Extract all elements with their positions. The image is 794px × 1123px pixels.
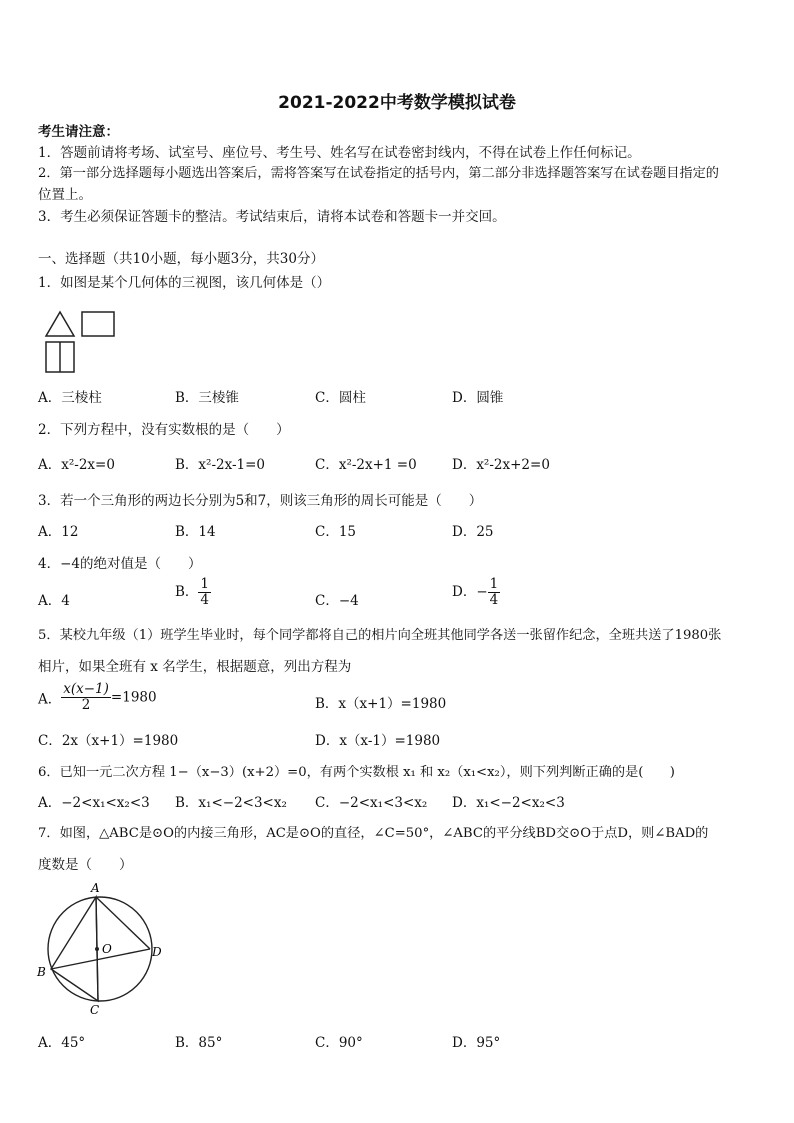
question-6-stem: 6．已知一元二次方程 1−（x−3）(x+2）=0，有两个实数根 x₁ 和 x₂（x₁<x₂），则下列判断正确的是( ) [38, 765, 675, 780]
fraction-numerator: 1 [489, 576, 499, 592]
q6-option-b[interactable]: B．x₁<−2<3<x₂ [175, 795, 287, 811]
front-view-triangle [46, 312, 74, 336]
notice-item-2-cont: 位置上。 [38, 187, 92, 203]
q2-option-a[interactable]: A．x²-2x=0 [38, 457, 115, 473]
label-b: B [37, 965, 46, 979]
q5-option-c[interactable]: C．2x（x+1）=1980 [38, 733, 179, 749]
q4-option-b-fraction [198, 577, 211, 608]
q6-option-a[interactable]: A．−2<x₁<x₂<3 [38, 795, 150, 811]
q7-option-c[interactable]: C．90° [315, 1035, 363, 1051]
question-7-stem-line-1: 7．如图，△ABC是⊙O的内接三角形，AC是⊙O的直径，∠C=50°，∠ABC的平分线BD交⊙O于点D，则∠BAD的 [38, 826, 709, 841]
q3-option-b[interactable]: B．14 [175, 524, 216, 540]
circle-figure [34, 880, 174, 1020]
q5-option-a-prefix: A． [38, 691, 62, 708]
question-2-stem: 2．下列方程中，没有实数根的是（ ） [38, 422, 290, 438]
q4-option-b[interactable] [175, 577, 211, 608]
q4-option-d-fraction [488, 577, 501, 608]
fraction-denominator: 4 [200, 591, 210, 608]
question-4-stem: 4．−4的绝对值是（ ） [38, 556, 202, 572]
question-5-stem-line-1: 5．某校九年级（1）班学生毕业时，每个同学都将自己的相片向全班其他同学各送一张留作纪念，全班共送了1980张 [38, 628, 722, 643]
center-point [95, 947, 99, 951]
notice-item-3: 3．考生必须保证答题卡的整洁。考试结束后，请将本试卷和答题卡一并交回。 [38, 209, 506, 225]
notice-heading: 考生请注意： [38, 124, 119, 140]
q3-option-d[interactable]: D．25 [452, 524, 494, 540]
label-d: D [152, 945, 162, 959]
q2-option-c[interactable]: C．x²-2x+1 =0 [315, 457, 417, 473]
question-1-stem: 1．如图是某个几何体的三视图，该几何体是（） [38, 275, 331, 291]
notice-item-2: 2．第一部分选择题每小题选出答案后，需将答案写在试卷指定的括号内，第二部分非选择题答案写在试卷题目指定的 [38, 166, 719, 181]
q4-option-d-prefix: D．− [452, 583, 488, 600]
q7-option-d[interactable]: D．95° [452, 1035, 501, 1051]
q4-option-a[interactable]: A．4 [38, 593, 70, 609]
q2-option-b[interactable]: B．x²-2x-1=0 [175, 457, 266, 473]
q1-option-a[interactable]: A．三棱柱 [38, 390, 102, 406]
chord-bd [51, 949, 150, 969]
q2-option-d[interactable]: D．x²-2x+2=0 [452, 457, 550, 473]
notice-item-1: 1．答题前请将考场、试室号、座位号、考生号、姓名写在试卷密封线内，不得在试卷上作任何标记。 [38, 145, 641, 161]
three-view-figure [38, 306, 120, 376]
q4-option-c[interactable]: C．−4 [315, 593, 359, 609]
q5-option-a-fraction [61, 682, 111, 713]
section-heading: 一、选择题（共10小题，每小题3分，共30分） [38, 251, 324, 267]
q5-option-d[interactable]: D．x（x-1）=1980 [315, 733, 441, 749]
side-view-rectangle [82, 312, 114, 336]
fraction-denominator: 4 [489, 591, 499, 608]
question-5-stem-line-2: 相片，如果全班有 x 名学生，根据题意，列出方程为 [38, 659, 352, 675]
q4-option-d[interactable] [452, 577, 500, 608]
q6-option-c[interactable]: C．−2<x₁<3<x₂ [315, 795, 428, 811]
triangle-abc [51, 897, 98, 1001]
q5-option-a[interactable] [38, 682, 157, 713]
question-3-stem: 3．若一个三角形的两边长分别为5和7，则该三角形的周长可能是（ ） [38, 493, 483, 509]
q5-option-a-rhs: =1980 [110, 689, 157, 706]
label-o: O [102, 942, 112, 956]
question-7-stem-line-2: 度数是（ ） [38, 857, 133, 873]
q3-option-a[interactable]: A．12 [38, 524, 79, 540]
q6-option-d[interactable]: D．x₁<−2<x₂<3 [452, 795, 565, 811]
label-a: A [91, 881, 100, 895]
q4-option-b-prefix: B． [175, 583, 199, 600]
fraction-numerator: x(x−1) [63, 681, 109, 697]
fraction-numerator: 1 [200, 576, 210, 592]
q1-option-d[interactable]: D．圆锥 [452, 390, 504, 406]
q3-option-c[interactable]: C．15 [315, 524, 357, 540]
q1-option-c[interactable]: C．圆柱 [315, 390, 366, 406]
q1-option-b[interactable]: B．三棱锥 [175, 390, 239, 406]
fraction-denominator: 2 [81, 696, 91, 713]
q7-option-b[interactable]: B．85° [175, 1035, 223, 1051]
q7-option-a[interactable]: A．45° [38, 1035, 86, 1051]
q5-option-b[interactable]: B．x（x+1）=1980 [315, 696, 447, 712]
label-c: C [90, 1003, 100, 1017]
page-title: 2021-2022中考数学模拟试卷 [278, 93, 516, 113]
